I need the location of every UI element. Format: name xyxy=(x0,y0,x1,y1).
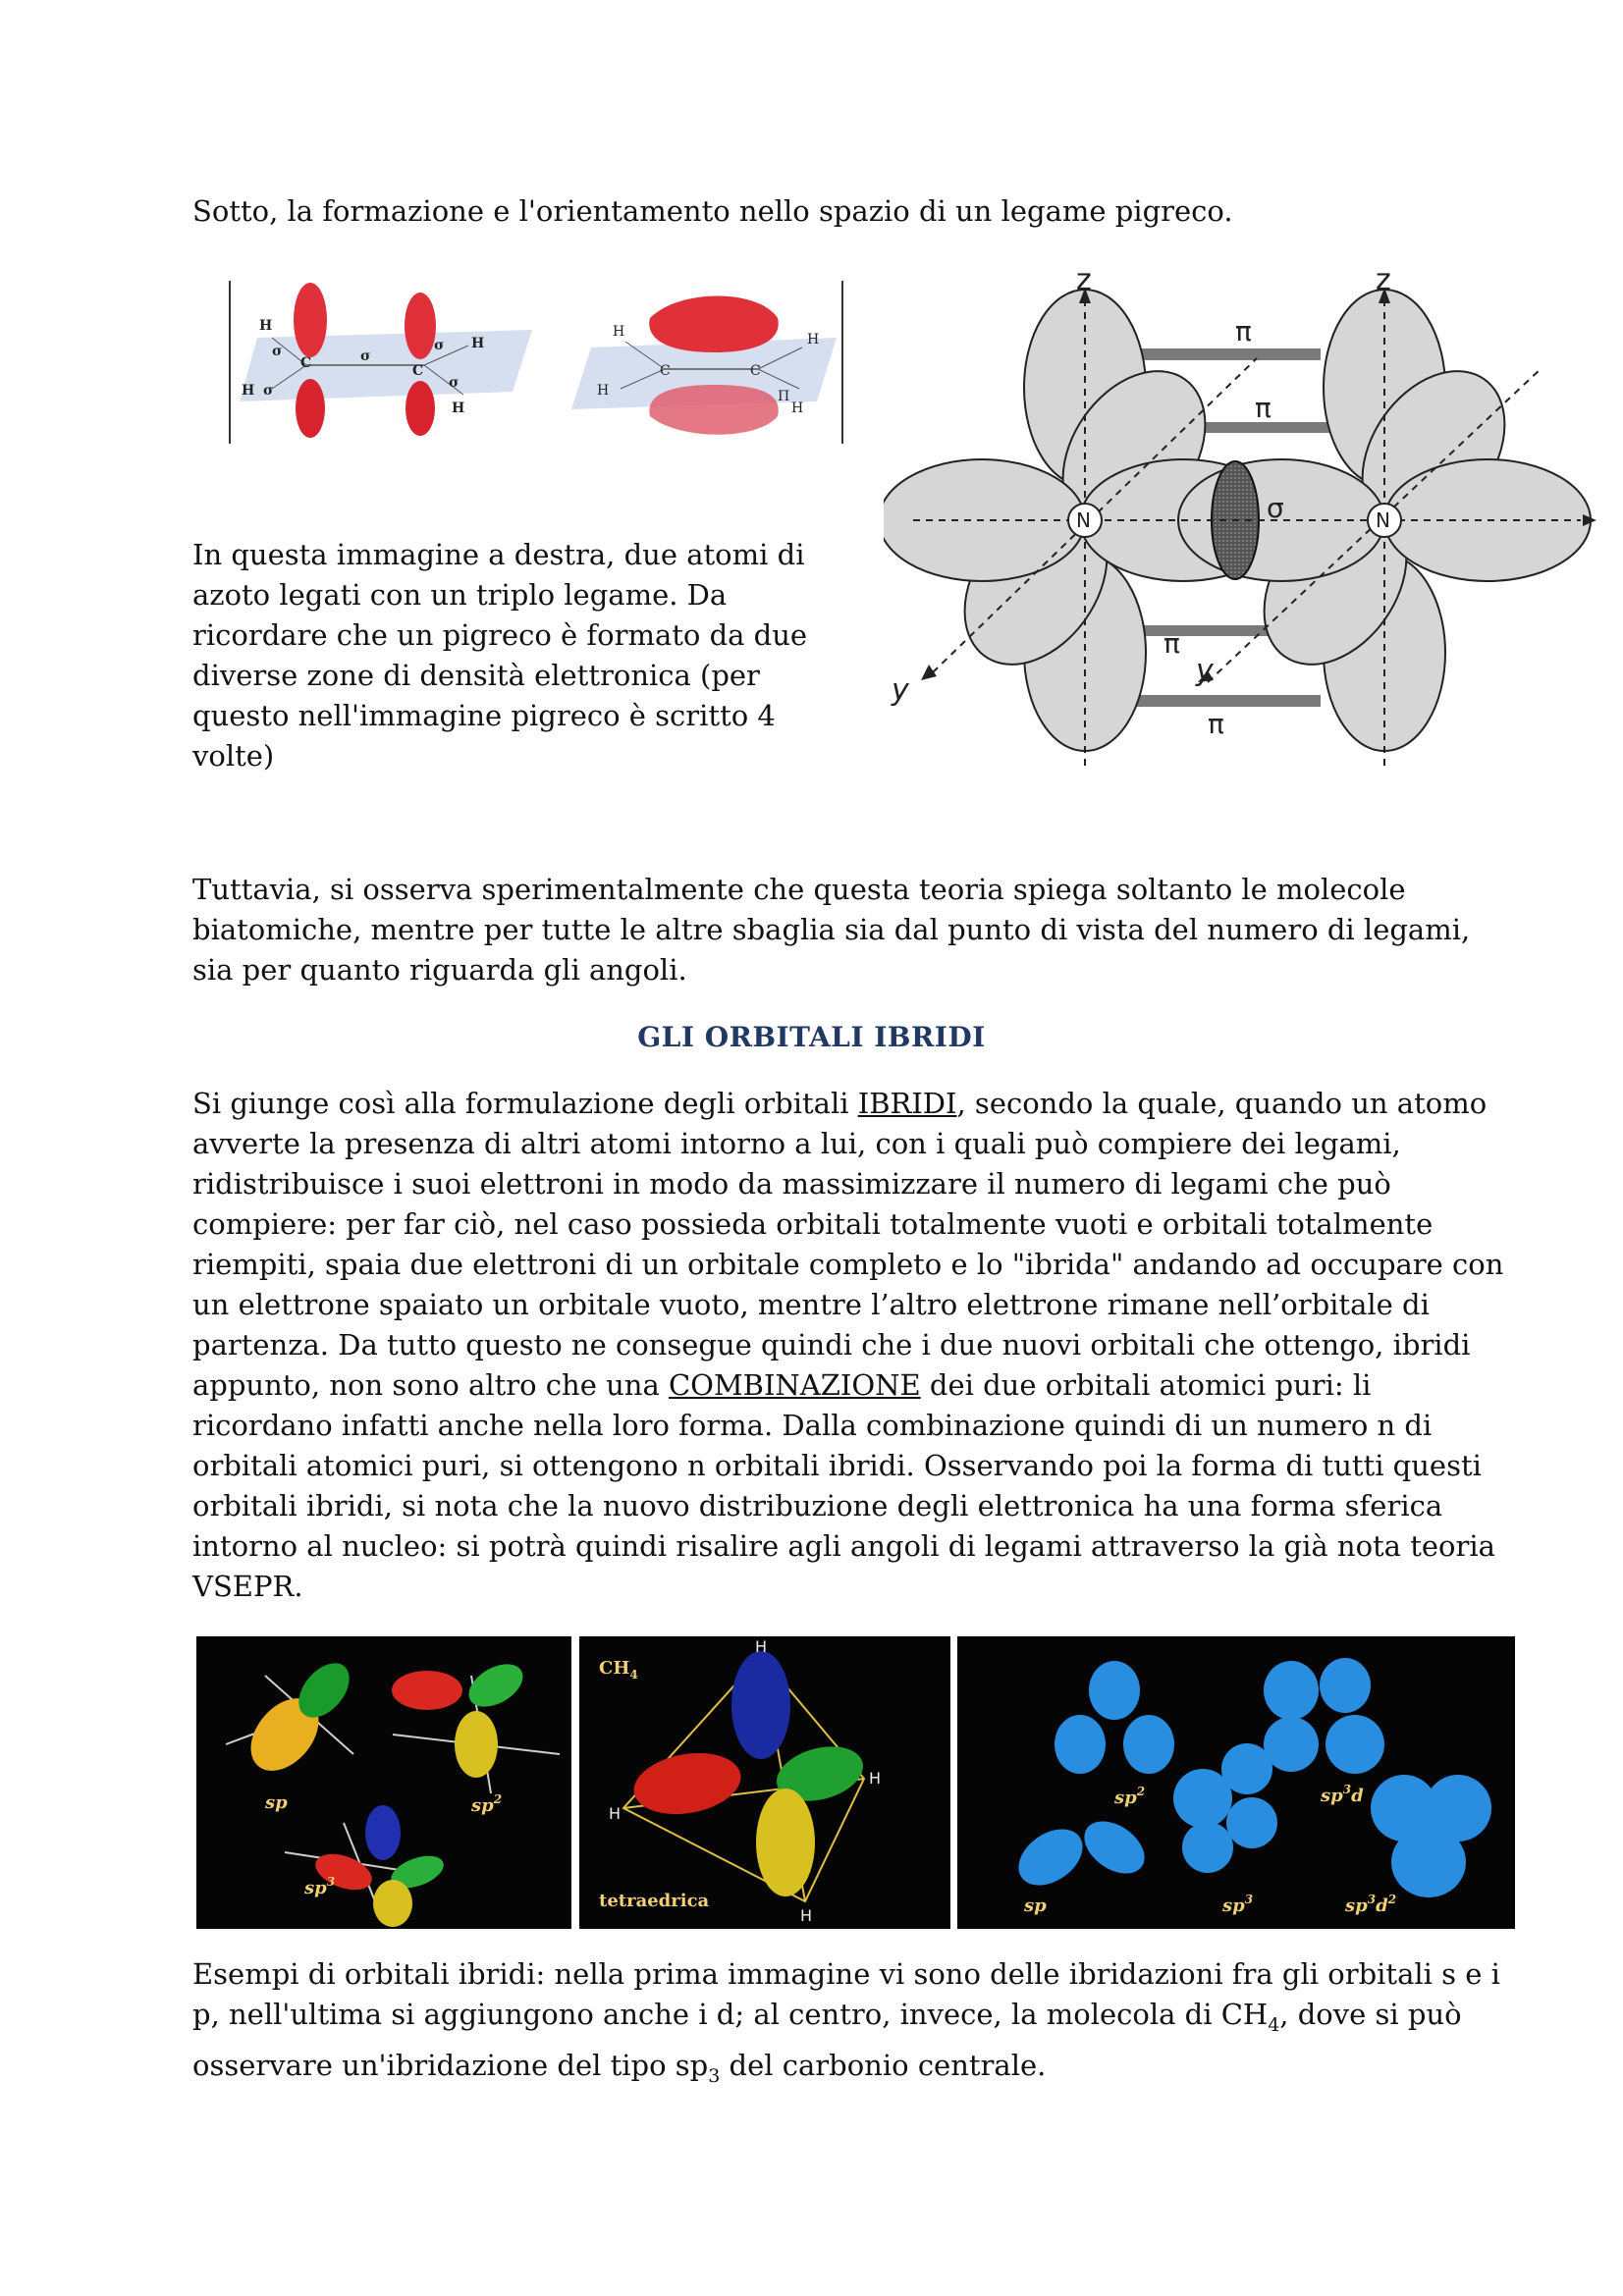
ibridi-underlined: IBRIDI xyxy=(857,1087,957,1120)
left-h1: H xyxy=(259,318,273,334)
z-axis-left: z xyxy=(1076,263,1092,297)
section-heading: GLI ORBITALI IBRIDI xyxy=(637,1021,986,1053)
label-sp3-3: sp xyxy=(1222,1896,1245,1916)
hybrid-text-1: Si giunge così alla formulazione degli orbitali xyxy=(192,1087,858,1120)
ch4-h-top: H xyxy=(755,1637,768,1656)
left-sigma2: σ xyxy=(360,348,371,364)
right-h1: H xyxy=(613,324,625,340)
caption-text-2: , dove si può osservare un'ibridazione del tipo sp xyxy=(192,1998,1462,2082)
right-h4: H xyxy=(791,400,804,416)
pi-label-2: π xyxy=(1255,392,1271,424)
left-h4: H xyxy=(452,400,465,416)
tetraedrica-label: tetraedrica xyxy=(599,1891,710,1911)
caption-text-1: Esempi di orbitali ibridi: nella prima immagine vi sono delle ibridazioni fra gli orbitali s e i p, nell'ultima si aggiungono anche i d; al centro, invece, la molecola di CH xyxy=(192,1957,1500,2031)
label-sp3d2-d: d xyxy=(1376,1896,1388,1916)
left-c1: C xyxy=(300,355,312,371)
ch4-h-bottom: H xyxy=(800,1906,813,1925)
left-h3: H xyxy=(471,336,485,351)
ch4-diagram xyxy=(579,1636,950,1929)
ch4-label-sub: 4 xyxy=(629,1668,638,1682)
hybrid-text-2: , secondo la quale, quando un atomo avverte la presenza di altri atomi intorno a lui, con i quali può compiere dei legami, ridistribuisce i suoi elettroni in modo da massimizzare il numero di legami che può compiere: per far ciò, nel caso possieda orbitali totalmente vuoti e orbitali totalmente riempiti, spaia due elettroni di un orbitale completo e lo "ibrida" andando ad occupare con un elettrone spaiato un orbitale vuoto, mentre l’altro elettrone rimane nell’orbitale di partenza. Da tutto questo ne consegue quindi che i due nuovi orbitali che ottengo, ibridi appunto, non sono altro che una xyxy=(192,1087,1504,1402)
caption-sub-3: 3 xyxy=(708,2064,721,2087)
left-h2: H xyxy=(242,383,255,399)
label-sp3d-d: d xyxy=(1351,1786,1364,1806)
label-sp3d-sup: 3 xyxy=(1342,1783,1352,1796)
svg-text:sp3 xyxy=(303,1875,335,1898)
right-h2: H xyxy=(597,383,610,399)
label-sp-3: sp xyxy=(1024,1896,1047,1916)
y-axis-left: y xyxy=(892,673,909,708)
label-sp2-3: sp xyxy=(1114,1788,1137,1808)
n-atom-left: N xyxy=(1076,508,1091,532)
pi-label-4: π xyxy=(1208,708,1224,740)
pi-bond-diagram xyxy=(228,279,844,446)
combinazione-underlined: COMBINAZIONE xyxy=(668,1368,921,1402)
n-atom-right: N xyxy=(1376,508,1390,532)
intro-line: Sotto, la formazione e l'orientamento nello spazio di un legame pigreco. xyxy=(192,194,1233,228)
pi-label-1: π xyxy=(1235,315,1252,347)
svg-text:sp2 xyxy=(470,1792,502,1816)
label-sp3-sup: 3 xyxy=(326,1875,336,1889)
right-c1: C xyxy=(660,363,671,379)
paragraph-hybrid-orbitals xyxy=(192,1084,1508,1607)
left-sigma5: σ xyxy=(449,375,460,391)
left-c2: C xyxy=(412,363,424,379)
ch4-h-right: H xyxy=(869,1769,882,1788)
right-c2: C xyxy=(750,363,761,379)
label-sp2-3-sup: 2 xyxy=(1136,1785,1146,1798)
right-pi: Π xyxy=(778,389,790,404)
svg-text:sp3d2 xyxy=(1344,1893,1396,1916)
hybrid-panel-spd xyxy=(957,1636,1515,1929)
label-sp3-3-sup: 3 xyxy=(1244,1893,1254,1906)
left-sigma1: σ xyxy=(272,344,283,359)
z-axis-right: z xyxy=(1376,263,1391,297)
pi-label-3: π xyxy=(1163,627,1180,660)
y-axis-right: y xyxy=(1196,654,1214,688)
label-sp3d: sp xyxy=(1321,1786,1343,1806)
caption-text-3: del carbonio centrale. xyxy=(720,2048,1047,2082)
ch4-h-left: H xyxy=(609,1804,622,1823)
right-h3: H xyxy=(807,332,820,347)
n2-triple-bond-figure xyxy=(884,260,1600,771)
label-sp: sp xyxy=(265,1792,288,1813)
hybrid-panel-ch4 xyxy=(579,1636,950,1929)
svg-text:sp3d xyxy=(1320,1783,1364,1806)
left-sigma3: σ xyxy=(263,383,274,399)
n2-diagram xyxy=(884,260,1600,771)
pi-bond-figure xyxy=(228,279,844,446)
label-sp2: sp xyxy=(471,1795,494,1816)
left-sigma4: σ xyxy=(434,338,445,353)
caption-hybrid-examples xyxy=(192,1954,1508,2097)
label-sp3: sp xyxy=(304,1878,327,1898)
svg-text:CH4 xyxy=(599,1658,638,1682)
caption-sub-4: 4 xyxy=(1268,2013,1280,2036)
hybrid-text-3: dei due orbitali atomici puri: li ricordano infatti anche nella loro forma. Dalla combinazione quindi di un numero n di orbitali atomici puri, si ottengono n orbitali ibridi. Osservando poi la forma di tutti questi orbitali ibridi, si nota che la nuovo distribuzione degli elettronica ha una forma sferica intorno al nucleo: si potrà quindi risalire agli angoli di legami attraverso la già nota teoria VSEPR. xyxy=(192,1368,1495,1603)
n2-description: In questa immagine a destra, due atomi di azoto legati con un triplo legame. Da ricordare che un pigreco è formato da due diverse zone di densità elettronica (per questo nell'immagine pigreco è scritto 4 volte) xyxy=(192,538,808,773)
spd-hybrid-diagram xyxy=(957,1636,1515,1929)
svg-text:sp3 xyxy=(1221,1893,1253,1916)
svg-text:sp2 xyxy=(1113,1785,1145,1808)
sp-hybrid-diagram xyxy=(196,1636,571,1929)
label-sp3d2-sup2: 2 xyxy=(1387,1893,1397,1906)
ch4-label: CH xyxy=(599,1658,630,1679)
hybrid-panel-sp xyxy=(196,1636,571,1929)
label-sp3d2: sp xyxy=(1345,1896,1368,1916)
paragraph-tuttavia: Tuttavia, si osserva sperimentalmente che questa teoria spiega soltanto le molecole biatomiche, mentre per tutte le altre sbaglia sia dal punto di vista del numero di legami, sia per quanto riguarda gli angoli. xyxy=(192,873,1471,987)
label-sp3d2-sup: 3 xyxy=(1367,1893,1377,1906)
label-sp2-sup: 2 xyxy=(493,1792,503,1806)
sigma-label: σ xyxy=(1267,492,1284,524)
